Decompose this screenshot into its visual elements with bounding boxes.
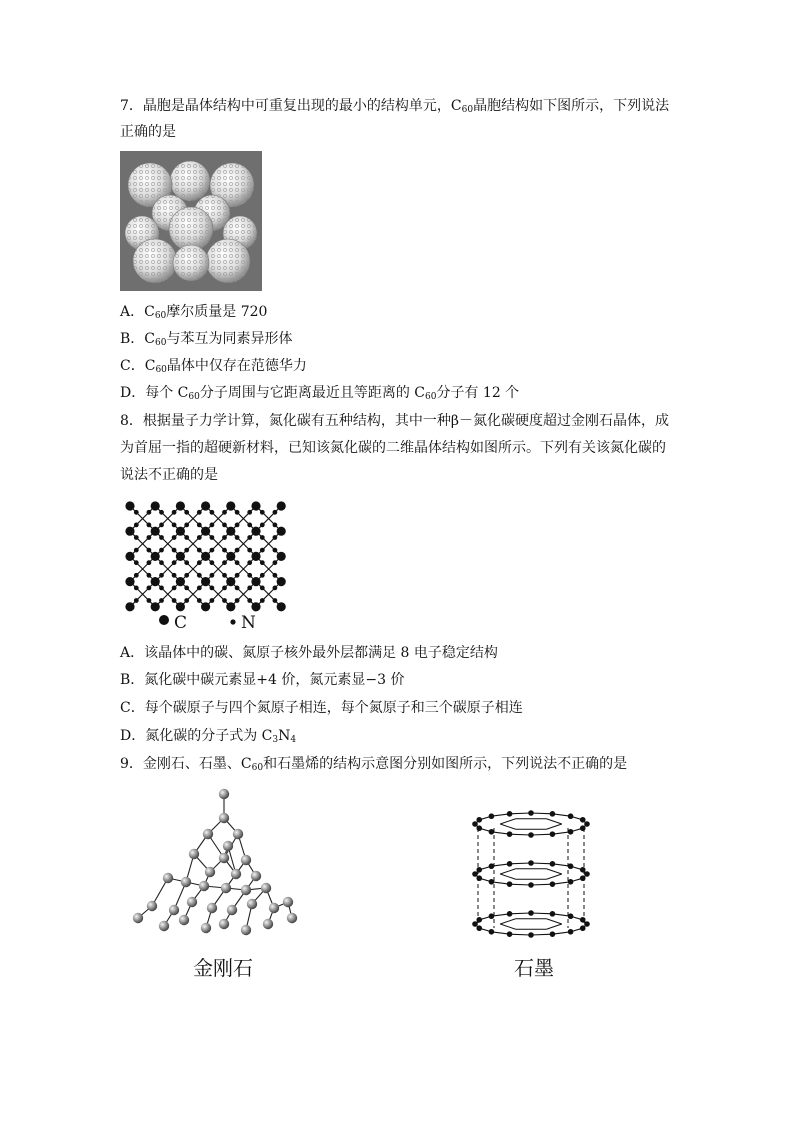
graphite-carbon-atom [568, 879, 574, 885]
q9-stem: 9．金刚石、石墨、$C_{60}$和石墨烯的结构示意图分别如图所示，下列说法不正确的是 [120, 756, 628, 773]
nitrogen-atom [172, 523, 177, 528]
q8-option-d: D．氮化碳的分子式为 $C_3N_4$ [120, 728, 297, 745]
nitrogen-atom [273, 535, 278, 540]
nitrogen-atom [134, 598, 139, 603]
graphite-carbon-atom [580, 817, 586, 823]
graphite-bond [546, 874, 561, 879]
graphite-bond [510, 863, 531, 864]
nitrogen-atom [159, 560, 164, 565]
carbon-atom [151, 602, 160, 611]
nitrogen-atom [235, 510, 240, 515]
diamond-carbon-atom [223, 841, 233, 851]
nitrogen-atom [197, 523, 202, 528]
graphite-carbon-atom [580, 867, 586, 873]
graphite-bond [531, 934, 552, 935]
carbon-atom [201, 527, 210, 536]
nitrogen-atom [273, 523, 278, 528]
carbon-atom [201, 501, 210, 510]
graphite-carbon-atom [550, 881, 556, 887]
diamond-carbon-atom [263, 919, 273, 929]
nitrogen-atom [260, 510, 265, 515]
nitrogen-atom [247, 586, 252, 591]
q8-option-c: C．每个碳原子与四个氮原子相连，每个氮原子和三个碳原子相连 [120, 700, 523, 716]
nitrogen-atom [235, 598, 240, 603]
nitrogen-atom [184, 510, 189, 515]
nitrogen-atom [260, 523, 265, 528]
nitrogen-atom [273, 586, 278, 591]
graphite-carbon-atom [568, 913, 574, 919]
graphite-carbon-atom [489, 913, 495, 919]
nitrogen-atom [235, 535, 240, 540]
graphite-carbon-atom [568, 863, 574, 869]
nitrogen-atom [273, 573, 278, 578]
nitrogen-atom [235, 560, 240, 565]
carbon-atom [251, 501, 260, 510]
diamond-carbon-atom [219, 919, 229, 929]
graphite-bond [500, 824, 515, 829]
graphite-bond [500, 869, 515, 874]
nitrogen-atom [235, 523, 240, 528]
nitrogen-atom [197, 586, 202, 591]
nitrogen-atom [147, 535, 152, 540]
diamond-carbon-atom [207, 903, 217, 913]
graphite-carbon-atom [476, 917, 482, 923]
nitrogen-atom [184, 598, 189, 603]
diamond-carbon-atom [201, 923, 211, 933]
nitrogen-atom [159, 523, 164, 528]
graphite-carbon-atom [580, 825, 586, 831]
diamond-carbon-atom [287, 913, 297, 923]
nitrogen-atom [247, 510, 252, 515]
diamond-carbon-atom [221, 883, 231, 893]
graphite-carbon-atom [550, 931, 556, 937]
nitrogen-atom [222, 548, 227, 553]
graphite-carbon-atom [476, 825, 482, 831]
graphite-bond [510, 813, 531, 814]
carbon-atom [201, 602, 210, 611]
graphite-bond [546, 869, 561, 874]
carbon-atom [277, 552, 286, 561]
diamond-carbon-atom [205, 867, 215, 877]
q7-option-c: C．$C_{60}$晶体中仅存在范德华力 [120, 358, 307, 375]
carbon-nitride-lattice-diagram [120, 494, 300, 640]
nitrogen-atom [134, 510, 139, 515]
diamond-carbon-atom [219, 853, 229, 863]
nitrogen-atom [172, 573, 177, 578]
nitrogen-atom [134, 560, 139, 565]
graphite-carbon-atom [489, 879, 495, 885]
nitrogen-atom [134, 573, 139, 578]
nitrogen-atom [210, 548, 215, 553]
graphite-carbon-atom [580, 917, 586, 923]
nitrogen-atom [247, 573, 252, 578]
diamond-carbon-atom [251, 871, 261, 881]
diamond-carbon-atom [233, 829, 243, 839]
graphite-bond [546, 824, 561, 829]
nitrogen-atom [197, 548, 202, 553]
graphite-bond [546, 919, 561, 924]
graphite-carbon-atom [507, 811, 513, 817]
carbon-atom [151, 501, 160, 510]
nitrogen-atom [147, 510, 152, 515]
nitrogen-atom [184, 535, 189, 540]
graphite-carbon-atom [580, 925, 586, 931]
carbon-atom [277, 602, 286, 611]
graphite-carbon-atom [489, 829, 495, 835]
nitrogen-atom [172, 535, 177, 540]
nitrogen-atom [247, 523, 252, 528]
carbon-atom [125, 602, 134, 611]
diamond-carbon-atom [241, 855, 251, 865]
nitrogen-atom [197, 560, 202, 565]
q8-stem-line1: 8．根据量子力学计算，氮化碳有五种结构，其中一种β－氮化碳硬度超过金刚石晶体，成 [120, 413, 669, 429]
diamond-carbon-atom [219, 789, 229, 799]
diamond-carbon-atom [179, 915, 189, 925]
nitrogen-atom [184, 560, 189, 565]
graphite-carbon-atom [528, 910, 534, 916]
diamond-carbon-atom [261, 883, 271, 893]
diamond-carbon-atom [227, 905, 237, 915]
carbon-atom [226, 501, 235, 510]
graphite-carbon-atom [476, 875, 482, 881]
graphite-bond [531, 834, 552, 835]
graphite-bond [531, 813, 552, 814]
diamond-carbon-atom [247, 899, 257, 909]
graphite-bond [500, 924, 515, 929]
graphite-bond [546, 819, 561, 824]
c60-unit-cell-image [120, 151, 262, 291]
graphite-carbon-atom [476, 867, 482, 873]
nitrogen-atom [159, 586, 164, 591]
nitrogen-atom [222, 535, 227, 540]
nitrogen-atom [222, 523, 227, 528]
nitrogen-atom [159, 598, 164, 603]
graphite-carbon-atom [550, 911, 556, 917]
graphite-bond [500, 819, 515, 824]
graphite-carbon-atom [528, 932, 534, 938]
graphite-carbon-atom [584, 921, 590, 927]
nitrogen-atom [184, 548, 189, 553]
q8-stem-line3: 说法不正确的是 [120, 467, 218, 483]
carbon-atom [176, 552, 185, 561]
nitrogen-atom [273, 548, 278, 553]
diamond-carbon-atom [241, 925, 251, 935]
graphite-bond [510, 834, 531, 835]
nitrogen-atom [172, 598, 177, 603]
nitrogen-atom [172, 560, 177, 565]
graphite-carbon-atom [472, 921, 478, 927]
nitrogen-atom [247, 548, 252, 553]
q8-option-b: B．氮化碳中碳元素显+4 价，氮元素显−3 价 [120, 672, 405, 688]
graphite-carbon-atom [472, 821, 478, 827]
nitrogen-atom [222, 598, 227, 603]
graphite-carbon-atom [584, 871, 590, 877]
nitrogen-atom [197, 573, 202, 578]
nitrogen-atom [210, 586, 215, 591]
graphite-carbon-atom [550, 831, 556, 837]
carbon-atom [176, 577, 185, 586]
diamond-carbon-atom [231, 869, 241, 879]
q7-stem-line2: 正确的是 [120, 124, 176, 140]
nitrogen-atom [210, 535, 215, 540]
carbon-atom [151, 527, 160, 536]
diamond-carbon-atom [181, 877, 191, 887]
graphite-carbon-atom [507, 911, 513, 917]
graphite-bond [500, 874, 515, 879]
nitrogen-atom [134, 548, 139, 553]
nitrogen-atom [222, 573, 227, 578]
legend-carbon-label: C [174, 613, 188, 633]
diamond-carbon-atom [241, 885, 251, 895]
graphite-bond [510, 913, 531, 914]
nitrogen-atom [134, 523, 139, 528]
nitrogen-atom [197, 535, 202, 540]
diamond-structure-diagram [128, 786, 308, 946]
nitrogen-atom [147, 573, 152, 578]
nitrogen-atom [197, 510, 202, 515]
diamond-carbon-atom [203, 829, 213, 839]
diamond-carbon-atom [163, 873, 173, 883]
carbon-atom [151, 552, 160, 561]
nitrogen-atom [184, 523, 189, 528]
diamond-carbon-atom [133, 913, 143, 923]
nitrogen-atom [147, 548, 152, 553]
nitrogen-atom [172, 510, 177, 515]
carbon-atom [176, 602, 185, 611]
diamond-carbon-atom [159, 921, 169, 931]
nitrogen-atom [247, 560, 252, 565]
graphite-caption: 石墨 [514, 956, 554, 980]
c60-molecule-texture [173, 245, 209, 281]
carbon-atom [125, 552, 134, 561]
nitrogen-atom [222, 510, 227, 515]
graphite-carbon-atom [489, 929, 495, 935]
graphite-carbon-atom [528, 860, 534, 866]
diamond-carbon-atom [283, 897, 293, 907]
nitrogen-atom [147, 523, 152, 528]
c60-molecule-texture [133, 239, 177, 283]
carbon-atom [277, 501, 286, 510]
c60-molecule-texture [170, 161, 210, 201]
legend-nitrogen-dot [230, 619, 235, 624]
nitrogen-atom [210, 523, 215, 528]
graphite-bond [546, 924, 561, 929]
c60-molecule-texture [169, 207, 213, 251]
graphite-carbon-atom [528, 810, 534, 816]
carbon-atom [151, 577, 160, 586]
nitrogen-atom [210, 598, 215, 603]
nitrogen-atom [260, 548, 265, 553]
nitrogen-atom [273, 560, 278, 565]
nitrogen-atom [147, 586, 152, 591]
graphite-structure-diagram [466, 810, 596, 950]
graphite-bond [510, 934, 531, 935]
nitrogen-atom [134, 535, 139, 540]
nitrogen-atom [159, 510, 164, 515]
graphite-bond [500, 919, 515, 924]
graphite-carbon-atom [476, 817, 482, 823]
nitrogen-atom [222, 560, 227, 565]
carbon-atom [226, 602, 235, 611]
graphite-carbon-atom [507, 861, 513, 867]
diamond-carbon-atom [189, 849, 199, 859]
nitrogen-atom [197, 598, 202, 603]
nitrogen-atom [210, 560, 215, 565]
graphite-carbon-atom [584, 821, 590, 827]
carbon-atom [201, 577, 210, 586]
carbon-atom [251, 527, 260, 536]
carbon-atom [251, 552, 260, 561]
graphite-bond [531, 863, 552, 864]
c60-molecule-texture [206, 239, 250, 283]
graphite-carbon-atom [472, 871, 478, 877]
nitrogen-atom [247, 598, 252, 603]
nitrogen-atom [159, 573, 164, 578]
legend-carbon-dot [159, 615, 169, 625]
nitrogen-atom [147, 598, 152, 603]
carbon-atom [125, 501, 134, 510]
graphite-carbon-atom [507, 881, 513, 887]
legend-nitrogen-label: N [241, 613, 256, 633]
carbon-atom [226, 527, 235, 536]
carbon-atom [176, 527, 185, 536]
q7-option-b: B．$C_{60}$与苯互为同素异形体 [120, 331, 293, 348]
graphite-carbon-atom [550, 811, 556, 817]
carbon-atom [176, 501, 185, 510]
nitrogen-atom [235, 548, 240, 553]
diamond-caption: 金刚石 [193, 956, 253, 980]
graphite-bond [510, 884, 531, 885]
graphite-carbon-atom [489, 813, 495, 819]
carbon-atom [251, 602, 260, 611]
diamond-carbon-atom [147, 901, 157, 911]
diamond-carbon-atom [219, 813, 229, 823]
carbon-atom [226, 552, 235, 561]
carbon-atom [277, 527, 286, 536]
nitrogen-atom [172, 548, 177, 553]
carbon-atom [277, 577, 286, 586]
q8-option-a: A．该晶体中的碳、氮原子核外最外层都满足 8 电子稳定结构 [120, 645, 498, 661]
q7-option-a: A．$C_{60}$摩尔质量是 720 [120, 304, 268, 321]
carbon-atom [125, 577, 134, 586]
graphite-carbon-atom [568, 929, 574, 935]
nitrogen-atom [184, 586, 189, 591]
diamond-carbon-atom [269, 903, 279, 913]
nitrogen-atom [260, 573, 265, 578]
nitrogen-atom [235, 586, 240, 591]
nitrogen-atom [210, 510, 215, 515]
nitrogen-atom [147, 560, 152, 565]
graphite-carbon-atom [507, 931, 513, 937]
nitrogen-atom [235, 573, 240, 578]
q8-stem-line2: 为首屈一指的超硬新材料，已知该氮化碳的二维晶体结构如图所示。下列有关该氮化碳的 [120, 440, 666, 456]
nitrogen-atom [260, 560, 265, 565]
nitrogen-atom [184, 573, 189, 578]
nitrogen-atom [273, 598, 278, 603]
diamond-carbon-atom [199, 881, 209, 891]
carbon-atom [226, 577, 235, 586]
diamond-carbon-atom [187, 897, 197, 907]
graphite-carbon-atom [528, 832, 534, 838]
nitrogen-atom [273, 510, 278, 515]
carbon-atom [125, 527, 134, 536]
nitrogen-atom [210, 573, 215, 578]
nitrogen-atom [159, 548, 164, 553]
carbon-atom [251, 577, 260, 586]
graphite-carbon-atom [550, 861, 556, 867]
graphite-carbon-atom [568, 813, 574, 819]
graphite-bond [531, 884, 552, 885]
diamond-carbon-atom [169, 905, 179, 915]
nitrogen-atom [260, 586, 265, 591]
q7-option-d: D．每个 $C_{60}$分子周围与它距离最近且等距离的 $C_{60}$分子有 12 个 [120, 385, 520, 402]
nitrogen-atom [260, 598, 265, 603]
q7-stem-line1: 7．晶胞是晶体结构中可重复出现的最小的结构单元，$C_{60}$晶胞结构如下图所示，下列说法 [120, 98, 670, 115]
nitrogen-atom [222, 586, 227, 591]
nitrogen-atom [159, 535, 164, 540]
graphite-carbon-atom [528, 882, 534, 888]
graphite-carbon-atom [568, 829, 574, 835]
graphite-carbon-atom [489, 863, 495, 869]
carbon-atom [201, 552, 210, 561]
nitrogen-atom [134, 586, 139, 591]
nitrogen-atom [260, 535, 265, 540]
graphite-carbon-atom [580, 875, 586, 881]
graphite-bond [531, 913, 552, 914]
graphite-carbon-atom [507, 831, 513, 837]
graphite-carbon-atom [476, 925, 482, 931]
nitrogen-atom [172, 586, 177, 591]
nitrogen-atom [247, 535, 252, 540]
